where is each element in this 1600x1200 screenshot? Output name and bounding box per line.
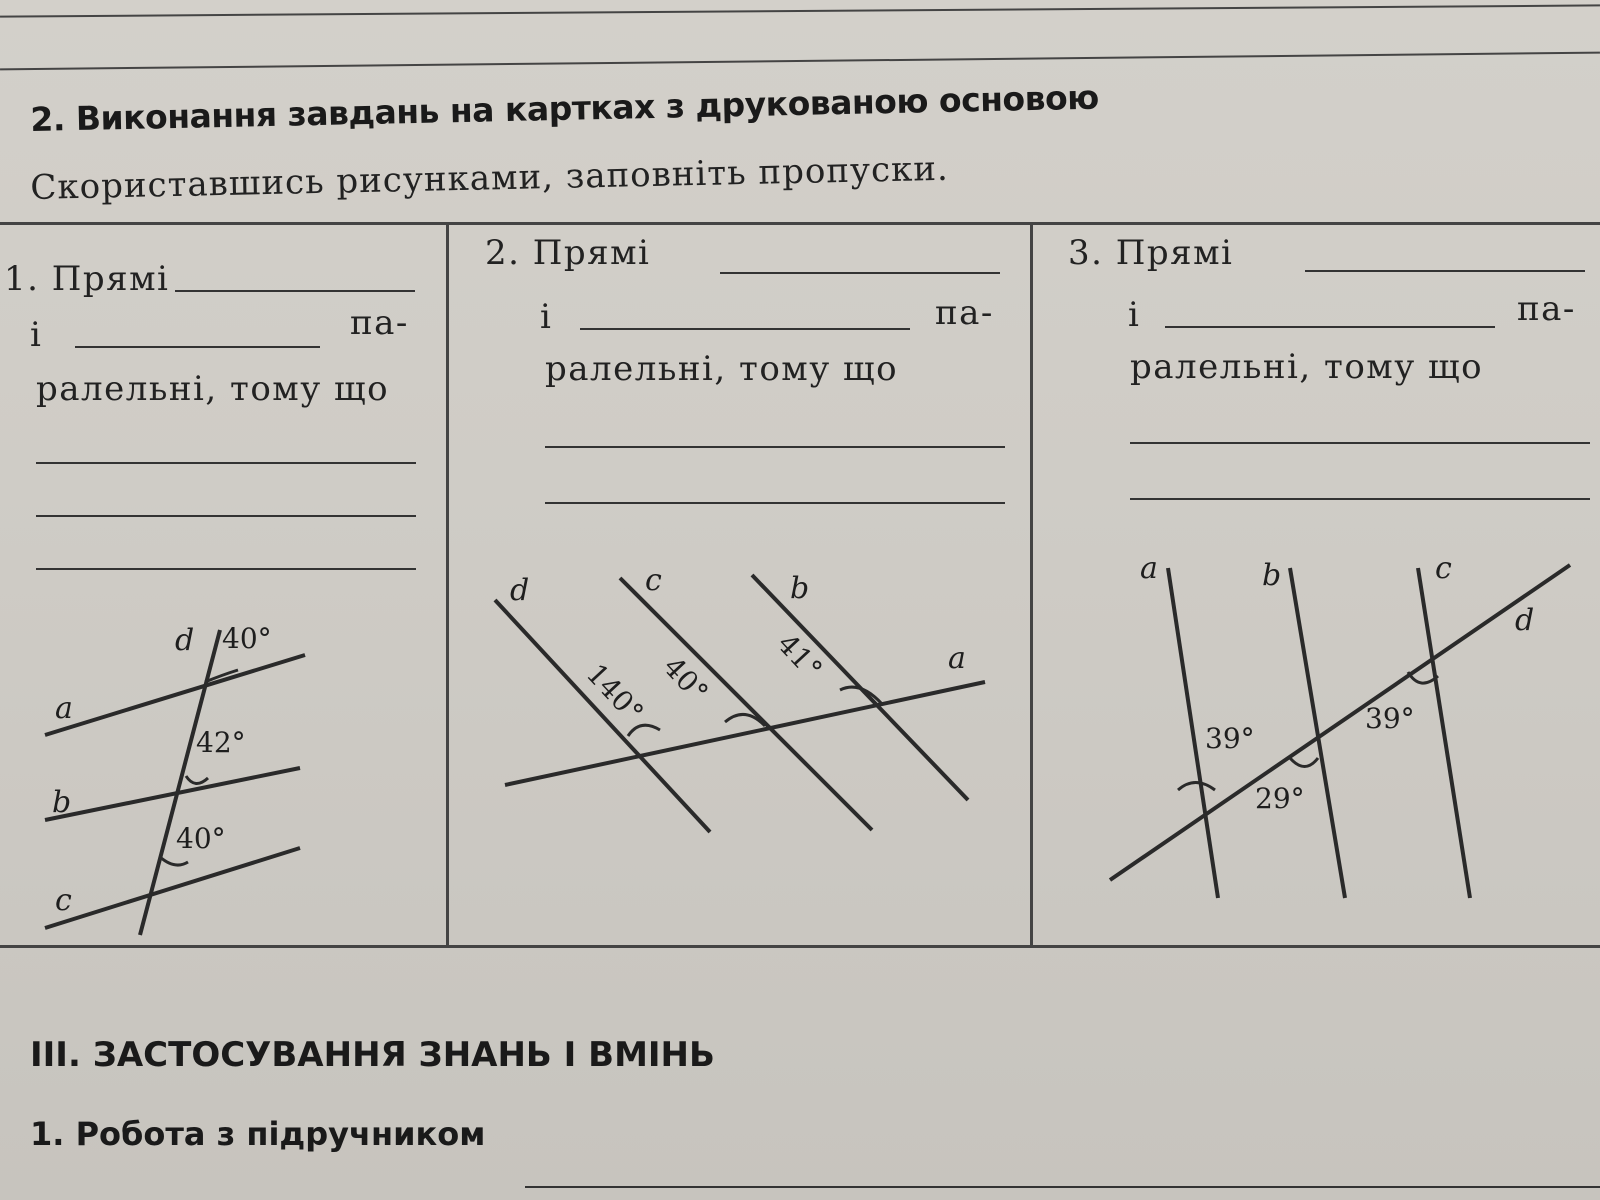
fig2-label-a: a [948, 641, 966, 676]
fig3-label-a: a [1140, 551, 1158, 586]
card-2-line-1: 2. Прямі [485, 233, 651, 273]
card-2-line-2a: і [540, 297, 553, 337]
subsection-answer-line[interactable] [525, 1186, 1600, 1188]
card-2-line-3: ралельні, тому що [545, 349, 899, 389]
fig3-line-b [1290, 568, 1345, 898]
fig3-angle-left: 39° [1205, 722, 1255, 755]
fig3-angle-bottom: 29° [1255, 782, 1305, 815]
card-3-line-3: ралельні, тому що [1130, 347, 1484, 387]
fig2-label-c: c [645, 563, 662, 598]
fig3-arc-left [1178, 783, 1215, 791]
fig2-angle-40: 40° [656, 650, 715, 710]
card-1-line-2b: па- [350, 303, 409, 343]
fig3-line-d [1110, 565, 1570, 880]
card-1-line-2a: і [30, 315, 43, 355]
fig3-line-c [1418, 568, 1470, 898]
section-title: III. ЗАСТОСУВАННЯ ЗНАНЬ І ВМІНЬ [30, 1035, 715, 1075]
fig1-label-d: d [175, 623, 195, 658]
fig1-angle-2: 42° [196, 726, 246, 759]
fig2-label-b: b [790, 571, 810, 606]
task-heading: 2. Виконання завдань на картках з друкованою основою [30, 77, 1100, 139]
fig3-angle-right: 39° [1365, 702, 1415, 735]
fig1-angle-3: 40° [176, 822, 226, 855]
card-3-line-2a: і [1128, 295, 1141, 335]
instruction-text: Скориставшись рисунками, заповніть пропуски. [30, 148, 950, 208]
fig2-label-d: d [510, 573, 530, 608]
fig3-label-c: c [1435, 551, 1452, 586]
card-2-line-2b: па- [935, 293, 994, 333]
fig3-label-d: d [1515, 603, 1535, 638]
card-3-line-2b: па- [1517, 289, 1576, 329]
fig1-label-a: a [55, 691, 73, 726]
card-1-line-3: ралельні, тому що [36, 369, 390, 409]
fig1-angle-1: 40° [222, 622, 272, 655]
card-3-line-1: 3. Прямі [1068, 233, 1234, 273]
fig3-arc-middle [1290, 758, 1318, 767]
fig1-label-b: b [52, 785, 72, 820]
subsection-title: 1. Робота з підручником [30, 1115, 486, 1153]
fig3-label-b: b [1262, 558, 1282, 593]
fig1-label-c: c [55, 883, 72, 918]
card-1-line-1: 1. Прямі [4, 259, 170, 299]
fig2-angle-41: 41° [770, 627, 829, 687]
fig2-angle-140: 140° [579, 657, 651, 730]
